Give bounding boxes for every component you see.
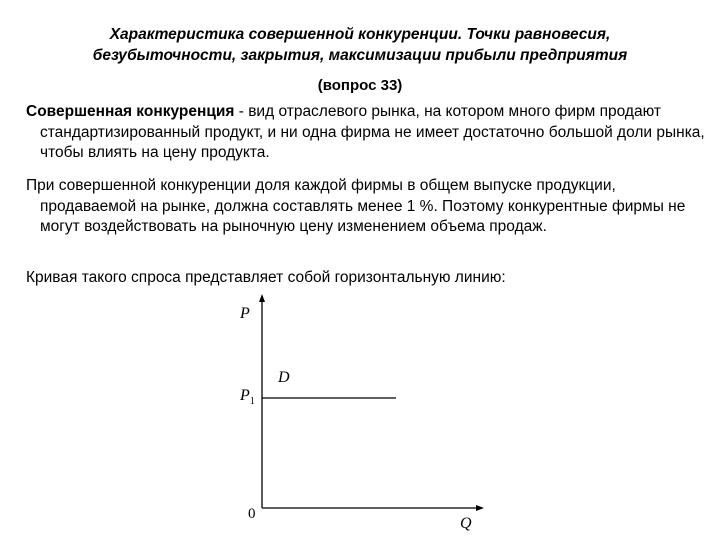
paragraph-market-share: При совершенной конкуренции доля каждой фирмы в общем выпуске продукции, продаваемой на рынке, должна составлять менее 1 %. Поэтому конкурентные фирмы не могут воздействовать на рыночную цену изменением объема продаж.: [26, 177, 686, 235]
slide-subtitle: (вопрос 33): [317, 77, 403, 94]
price-level-label: $P_1$: [240, 387, 255, 407]
price-level-subscript: 1: [249, 396, 255, 407]
x-axis-label: Q: [460, 515, 472, 532]
term-perfect-competition: Совершенная конкуренция: [26, 103, 235, 120]
demand-curve-label: D: [278, 369, 290, 386]
demand-curve-diagram: [228, 290, 488, 535]
slide-title: Характеристика совершенной конкуренции. Точки равновесия, безубыточности, закрытия, максимизации прибыли предприятия: [92, 26, 628, 64]
y-axis-label: P: [240, 305, 250, 322]
origin-label: 0: [248, 506, 256, 522]
paragraph-definition: [26, 102, 712, 164]
paragraph-demand-curve: Кривая такого спроса представляет собой горизонтальную линию:: [26, 269, 506, 286]
definition-text: - вид отраслевого рынка, на котором много фирм продают стандартизированный продукт, и ни одна фирма не имеет достаточно большой доли рынка, чтобы влиять на цену продукта.: [40, 103, 705, 161]
